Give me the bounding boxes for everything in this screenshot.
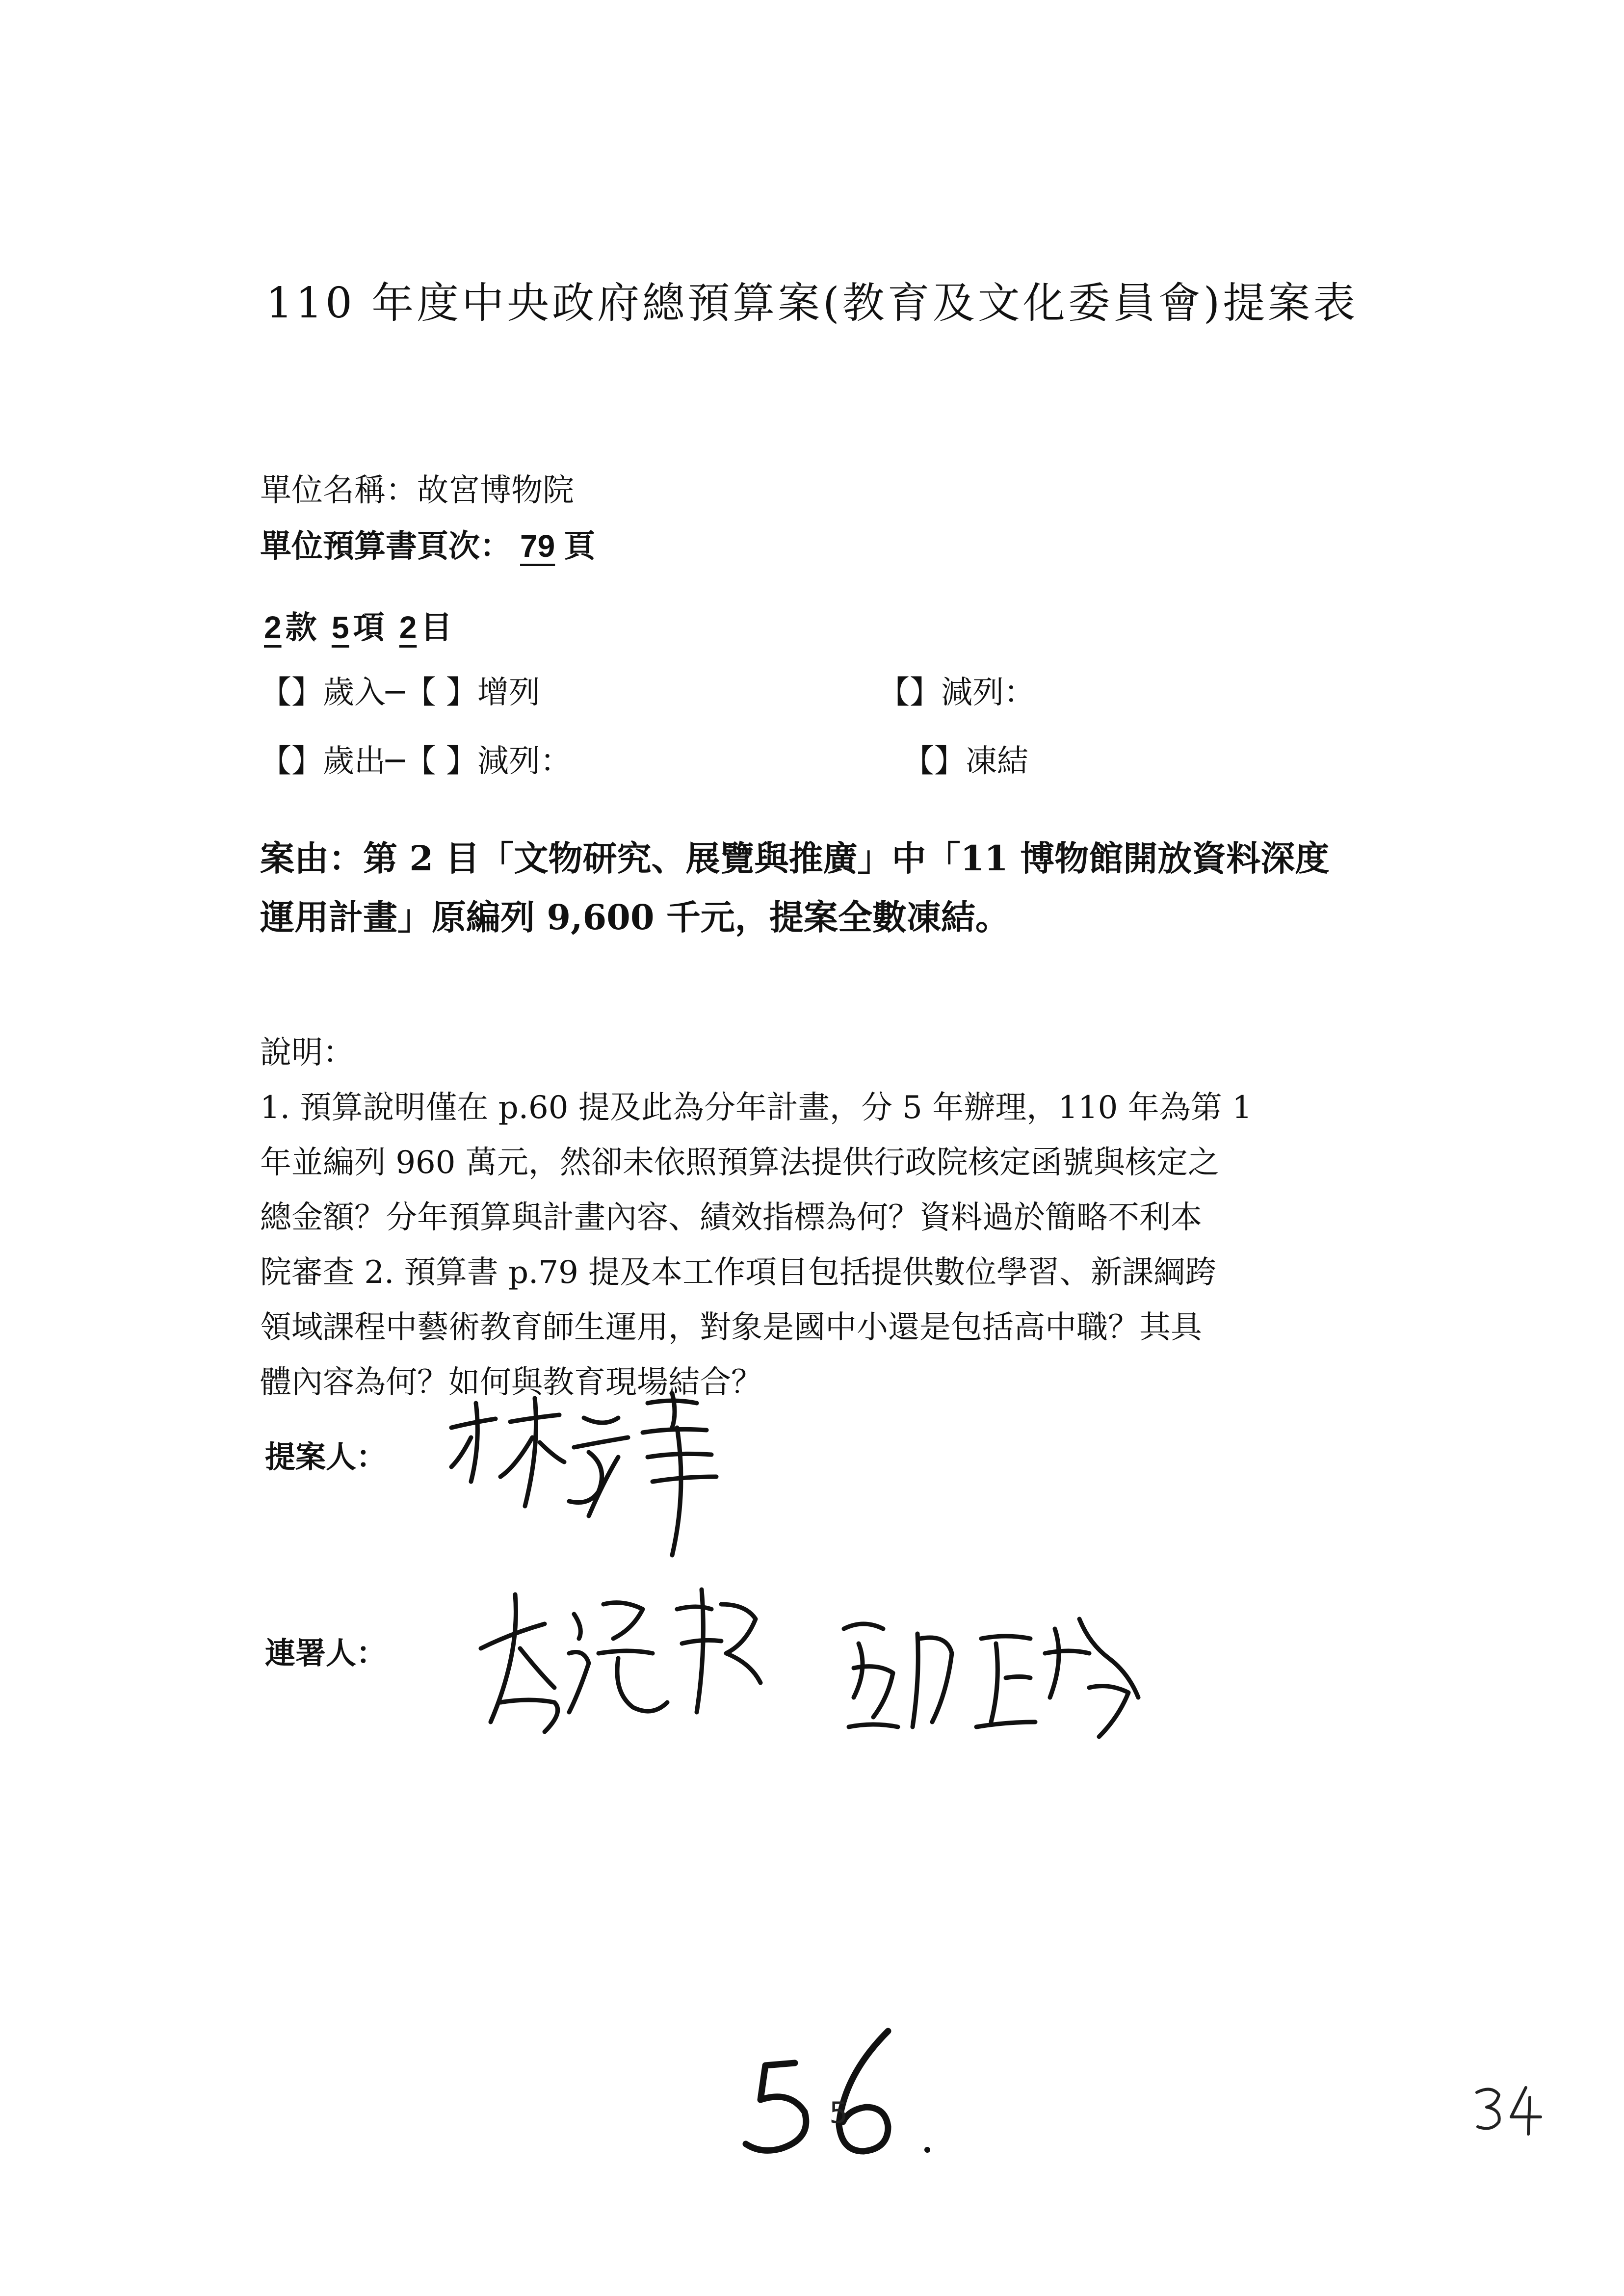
mu-label: 目	[420, 609, 452, 646]
revenue-options: 【】歲入─【 】增列	[260, 675, 540, 711]
description-line: 總金額？分年預算與計畫內容、績效指標為何？資料過於簡略不利本	[260, 1200, 1202, 1236]
budget-page-number: 79	[520, 528, 555, 564]
case-line-2: 運用計畫」原編列 9,600 千元，提案全數凍結。	[260, 897, 1010, 938]
freeze-option: 【】凍結	[903, 743, 1028, 780]
budget-page-row	[260, 521, 595, 566]
budget-page-label: 單位預算書頁次：	[260, 528, 511, 565]
revenue-decrease-option: 【】減列：	[878, 675, 1035, 711]
description-line: 體內容為何？如何與教育現場結合？	[260, 1364, 762, 1401]
page-title: 110 年度中央政府總預算案(教育及文化委員會)提案表	[265, 279, 1359, 328]
cosigner-signature-2	[834, 1599, 1148, 1756]
expense-options: 【】歲出─【 】減列：	[260, 743, 572, 780]
mu-number: 2	[399, 610, 417, 645]
unit-name-label: 單位名稱：	[260, 472, 417, 509]
xiang-label: 項	[353, 609, 385, 646]
unit-name-value: 故宮博物院	[417, 472, 574, 509]
kuan-label: 款	[285, 609, 317, 646]
case-reason	[260, 829, 1433, 947]
proposer-label: 提案人：	[265, 1439, 387, 1475]
kuan-number: 2	[264, 610, 282, 645]
unit-name-row	[260, 465, 574, 510]
handwritten-page-number	[726, 2021, 952, 2168]
description-line: 院審查 2. 預算書 p.79 提及本工作項目包括提供數位學習、新課綱跨	[260, 1254, 1217, 1291]
description-line: 1. 預算說明僅在 p.60 提及此為分年計畫，分 5 年辦理，110 年為第 1	[260, 1090, 1252, 1126]
classification-row	[260, 602, 452, 648]
cosigner-label: 連署人：	[265, 1635, 387, 1671]
printed-page-number: 5	[829, 2096, 848, 2130]
budget-page-suffix: 頁	[564, 528, 596, 565]
xiang-number: 5	[331, 610, 349, 645]
description-label: 說明：	[260, 1035, 354, 1071]
description-line: 年並編列 960 萬元，然卻未依照預算法提供行政院核定函號與核定之	[260, 1145, 1219, 1181]
case-line-1: 案由：第 2 目「文物研究、展覽與推廣」中「11 博物館開放資料深度	[260, 838, 1330, 879]
cosigner-signature-1	[471, 1575, 785, 1751]
description-block	[260, 1025, 1433, 1410]
description-line: 領域課程中藝術教育師生運用，對象是國中小還是包括高中職？其具	[260, 1309, 1202, 1346]
corner-page-number	[1472, 2080, 1545, 2139]
proposer-signature	[442, 1383, 756, 1560]
